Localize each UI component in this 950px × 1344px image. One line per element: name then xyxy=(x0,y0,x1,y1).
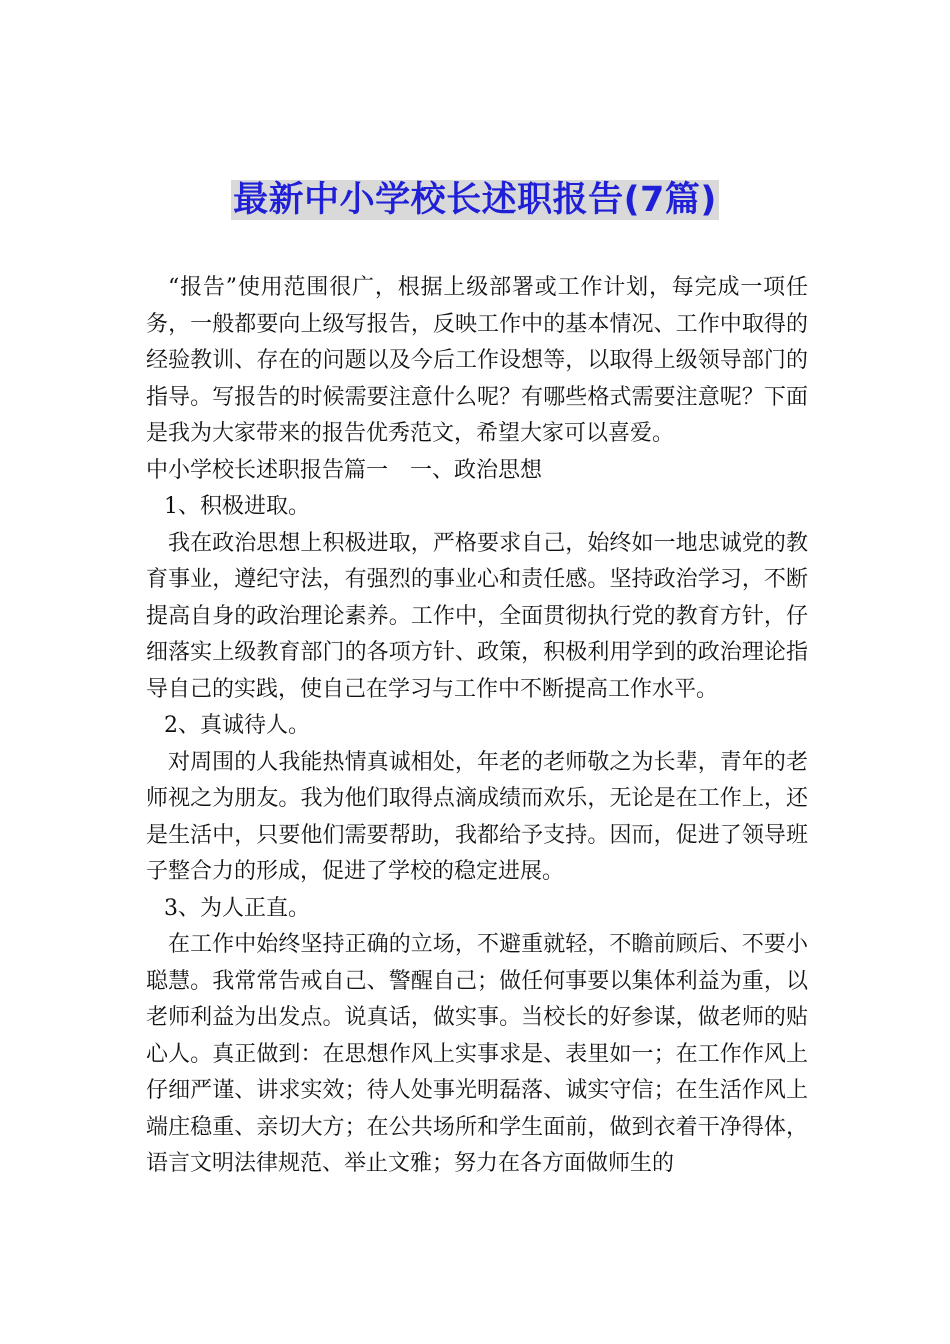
title-container xyxy=(0,180,950,220)
body-paragraph-1: 我在政治思想上积极进取，严格要求自己，始终如一地忠诚党的教育事业，遵纪守法，有强烈的事业心和责任感。坚持政治学习，不断提高自身的政治理论素养。工作中，全面贯彻执行党的教育方针，仔细落实上级教育部门的各项方针、政策，积极利用学到的政治理论指导自己的实践，使自己在学习与工作中不断提高工作水平。 xyxy=(146,530,808,702)
body-paragraph-2: 对周围的人我能热情真诚相处，年老的老师敬之为长辈，青年的老师视之为朋友。我为他们取得点滴成绩而欢乐，无论是在工作上，还是生活中，只要他们需要帮助，我都给予支持。因而，促进了领导班子整合力的形成，促进了学校的稳定进展。 xyxy=(146,749,808,884)
subheading-3: 3、为人正直。 xyxy=(164,895,310,921)
document-body xyxy=(146,270,808,1183)
subheading-2: 2、真诚待人。 xyxy=(164,713,310,738)
section-heading: 中小学校长述职报告篇一 一、政治思想 xyxy=(146,457,543,483)
subheading-1: 1、积极进取。 xyxy=(164,494,310,519)
document-title: 最新中小学校长述职报告(7篇) xyxy=(233,180,717,220)
intro-paragraph: “报告”使用范围很广，根据上级部署或工作计划，每完成一项任务，一般都要向上级写报告，反映工作中的基本情况、工作中取得的经验教训、存在的问题以及今后工作设想等，以取得上级领导部门的指导。写报告的时候需要注意什么呢？有哪些格式需要注意呢？下面是我为大家带来的报告优秀范文，希望大家可以喜爱。 xyxy=(146,275,808,446)
body-paragraph-3: 在工作中始终坚持正确的立场，不避重就轻，不瞻前顾后、不要小聪慧。我常常告戒自己、警醒自己；做任何事要以集体利益为重，以老师利益为出发点。说真话，做实事。当校长的好参谋，做老师的贴心人。真正做到：在思想作风上实事求是、表里如一；在工作作风上仔细严谨、讲求实效；待人处事光明磊落、诚实守信；在生活作风上端庄稳重、亲切大方；在公共场所和学生面前，做到衣着干净得体，语言文明法律规范、举止文雅；努力在各方面做师生的 xyxy=(146,932,808,1176)
